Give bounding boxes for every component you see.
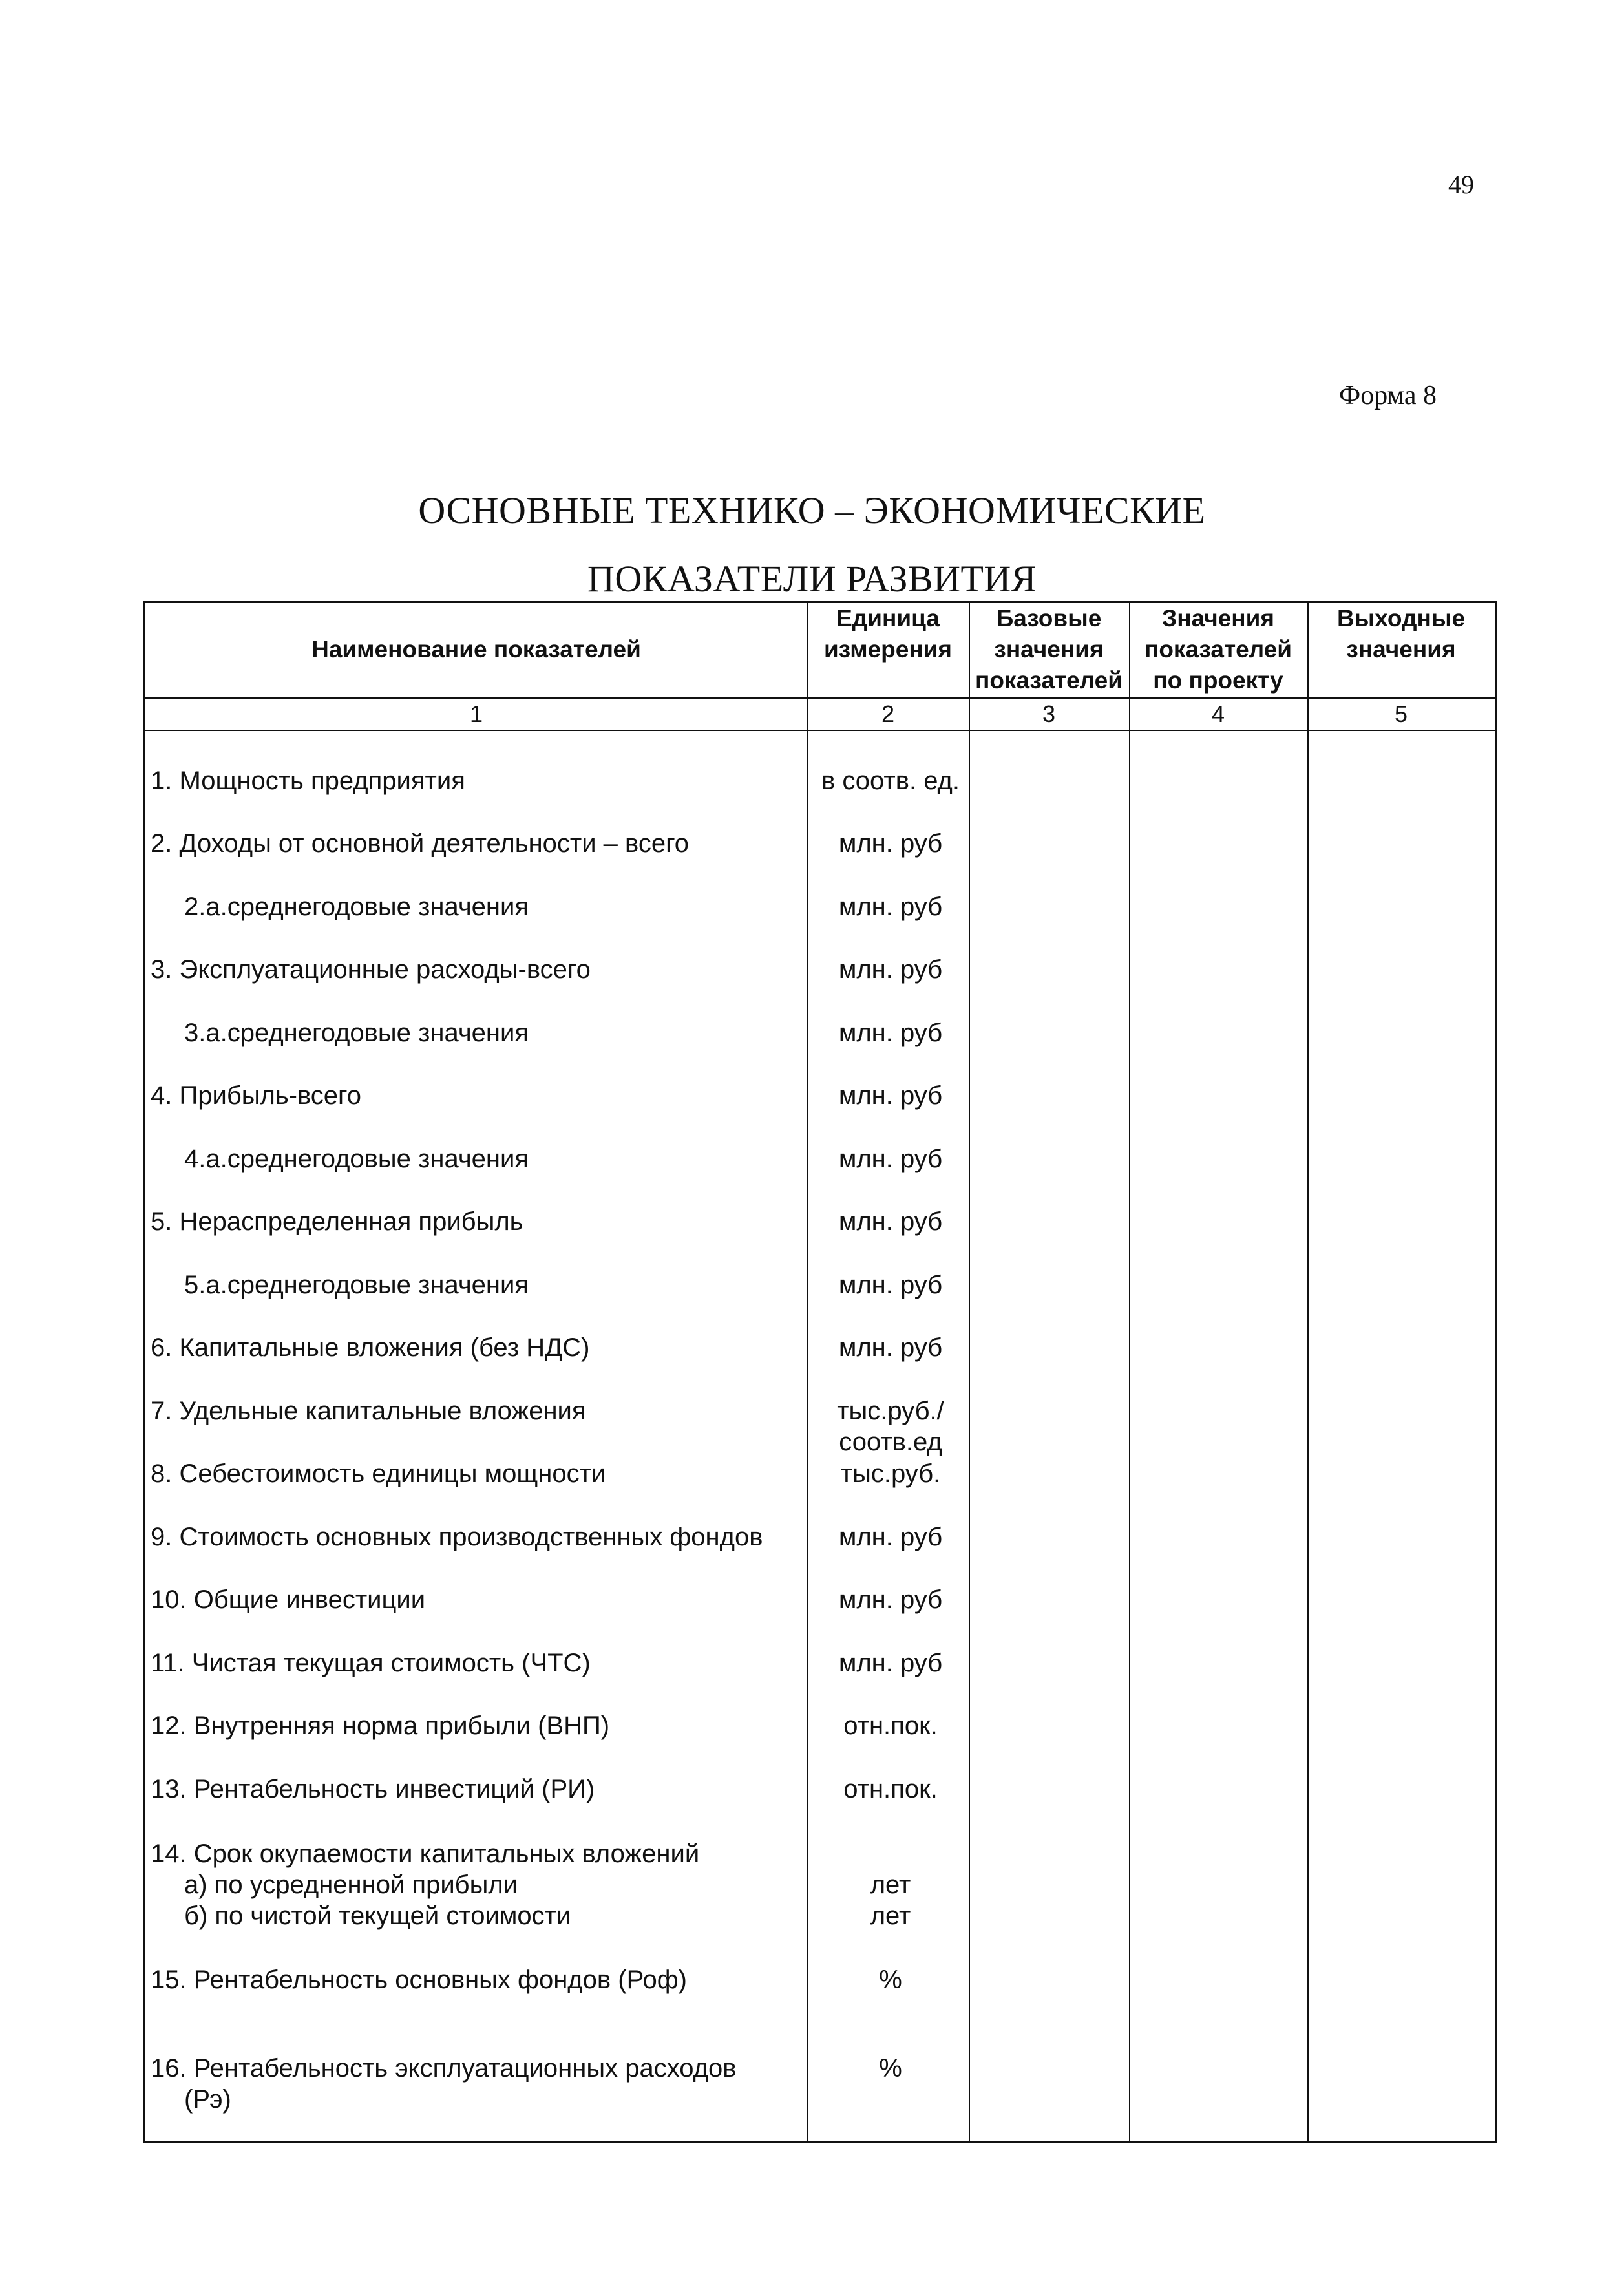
- table-row-unit: млн. руб: [838, 1019, 943, 1047]
- header-name: Наименование показателей: [311, 636, 641, 663]
- header-unit-line: Единица: [836, 605, 940, 631]
- header-output: [1307, 603, 1495, 665]
- column-divider: [1129, 603, 1130, 2141]
- table-row-name: 14. Срок окупаемости капитальных вложений: [151, 1840, 700, 1868]
- table-row-subitem: б) по чистой текущей стоимости: [184, 1902, 571, 1930]
- table-row-unit: млн. руб: [838, 955, 943, 984]
- table-row-name: 15. Рентабельность основных фондов (Роф): [151, 1966, 687, 1994]
- table-row-unit: отн.пок.: [843, 1775, 938, 1803]
- table-row-name: 3. Эксплуатационные расходы-всего: [151, 955, 591, 984]
- table-row-unit: млн. руб: [838, 1523, 943, 1551]
- column-number: 3: [1042, 701, 1056, 727]
- table-row-unit: млн. руб: [838, 829, 943, 858]
- table-row-unit: отн.пок.: [843, 1712, 938, 1740]
- document-title-line2: ПОКАЗАТЕЛИ РАЗВИТИЯ: [587, 558, 1037, 600]
- table-row-unit: тыс.руб./: [837, 1397, 944, 1425]
- table-row-unit: млн. руб: [838, 1081, 943, 1110]
- header-divider: [145, 697, 1495, 699]
- table-row-name: 13. Рентабельность инвестиций (РИ): [151, 1775, 595, 1803]
- header-base: [969, 603, 1129, 696]
- table-row-unit: млн. руб: [838, 1207, 943, 1236]
- header-divider: [145, 730, 1495, 731]
- table-row-subitem: а) по усредненной прибыли: [184, 1871, 518, 1899]
- table-row-name: 5. Нераспределенная прибыль: [151, 1207, 523, 1236]
- table-row-unit: лет: [870, 1871, 911, 1899]
- table-row-unit: лет: [870, 1902, 911, 1930]
- table-row-name: 7. Удельные капитальные вложения: [151, 1397, 586, 1425]
- table-row-unit: млн. руб: [838, 1271, 943, 1299]
- table-row-unit: млн. руб: [838, 893, 943, 921]
- header-project-line: по проекту: [1153, 667, 1283, 694]
- header-base-line: Базовые: [996, 605, 1102, 631]
- table-row-name: 3.а.среднегодовые значения: [184, 1019, 529, 1047]
- form-label: Форма 8: [1339, 381, 1437, 410]
- table-row-unit: тыс.руб.: [840, 1459, 941, 1488]
- column-number: 5: [1394, 701, 1408, 727]
- column-divider: [1307, 603, 1309, 2141]
- header-unit: [807, 603, 969, 665]
- table-row-unit: млн. руб: [838, 1333, 943, 1362]
- table-row-name: 4.а.среднегодовые значения: [184, 1145, 529, 1173]
- table-row-name: 2.а.среднегодовые значения: [184, 893, 529, 921]
- table-row-unit: в соотв. ед.: [821, 767, 960, 795]
- table-row-unit: млн. руб: [838, 1649, 943, 1677]
- column-number: 4: [1211, 701, 1225, 727]
- header-base-line: показателей: [975, 667, 1123, 694]
- table-row-unit: %: [879, 2054, 902, 2083]
- table-row-name: 8. Себестоимость единицы мощности: [151, 1459, 606, 1488]
- header-project: [1129, 603, 1307, 696]
- table-row-name: 4. Прибыль-всего: [151, 1081, 361, 1110]
- table-row-name: 2. Доходы от основной деятельности – всего: [151, 829, 690, 858]
- header-unit-line: измерения: [823, 636, 953, 663]
- table-row-unit: млн. руб: [838, 1586, 943, 1614]
- table-row-name: 10. Общие инвестиции: [151, 1586, 426, 1614]
- table-row-name-continuation: (Рэ): [184, 2085, 231, 2114]
- header-output-line: Выходные: [1336, 605, 1466, 631]
- page-number: 49: [1448, 170, 1474, 199]
- table-row-name: 1. Мощность предприятия: [151, 767, 465, 795]
- header-output-line: значения: [1346, 636, 1456, 663]
- header-base-line: значения: [994, 636, 1104, 663]
- table-row-name: 12. Внутренняя норма прибыли (ВНП): [151, 1712, 610, 1740]
- table-row-unit: %: [879, 1966, 902, 1994]
- table-row-name: 6. Капитальные вложения (без НДС): [151, 1333, 590, 1362]
- table-row-name: 5.а.среднегодовые значения: [184, 1271, 529, 1299]
- column-divider: [807, 603, 808, 2141]
- table-row-unit: соотв.ед: [839, 1428, 942, 1456]
- table-row-name: 9. Стоимость основных производственных фондов: [151, 1523, 763, 1551]
- column-number: 1: [469, 701, 483, 727]
- header-project-line: показателей: [1144, 636, 1292, 663]
- table-row-unit: млн. руб: [838, 1145, 943, 1173]
- header-project-line: Значения: [1162, 605, 1274, 631]
- indicators-table: [143, 601, 1497, 2143]
- table-row-name: 11. Чистая текущая стоимость (ЧТС): [151, 1649, 591, 1677]
- document-title-line1: ОСНОВНЫЕ ТЕХНИКО – ЭКОНОМИЧЕСКИЕ: [418, 489, 1206, 531]
- column-number: 2: [881, 701, 895, 727]
- table-row-name: 16. Рентабельность эксплуатационных расходов: [151, 2054, 737, 2083]
